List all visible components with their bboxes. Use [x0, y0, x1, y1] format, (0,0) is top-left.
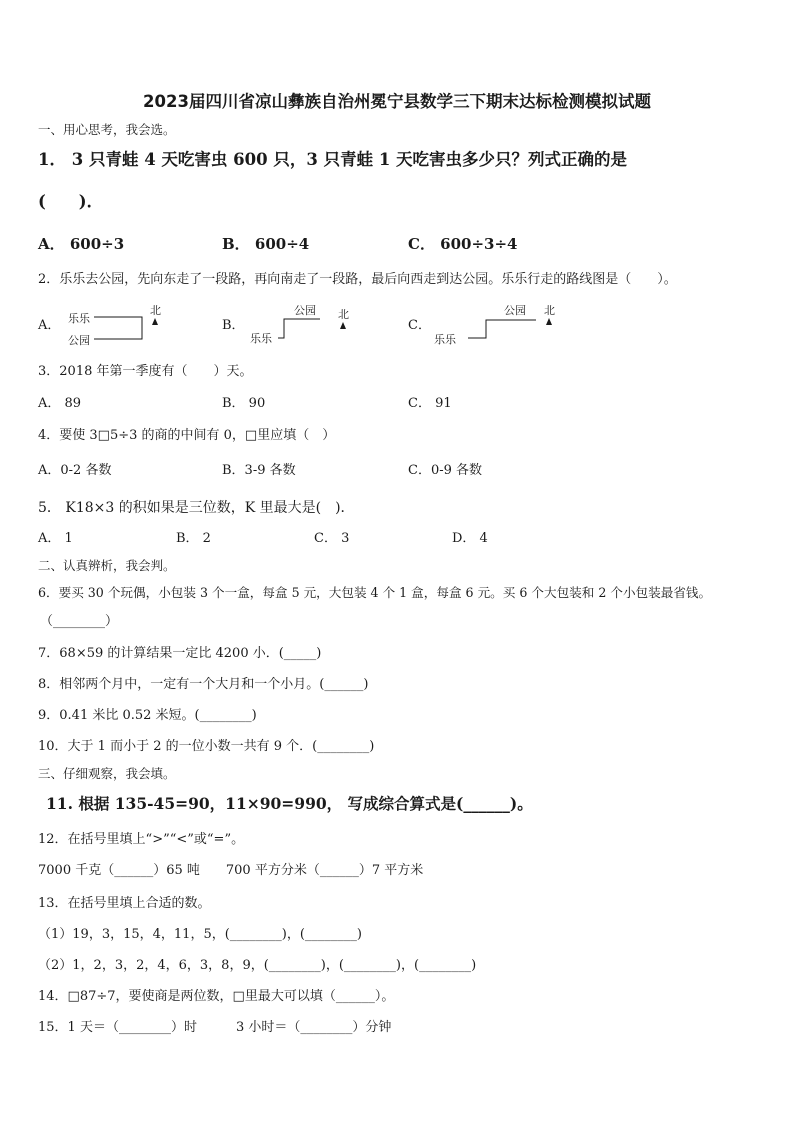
question-7: 7．68×59 的计算结果一定比 4200 小．(_____) — [38, 646, 322, 661]
question-6-answer-blank[interactable]: （________） — [40, 614, 119, 629]
question-3-option-b: B． 90 — [222, 396, 266, 411]
diagram-c-north-label: 北 — [544, 304, 555, 317]
page-title: 2023届四川省凉山彝族自治州冕宁县数学三下期末达标检测模拟试题 — [143, 92, 651, 111]
question-1-paren: ( )． — [38, 192, 104, 211]
question-4-option-b: B．3-9 各数 — [222, 463, 296, 478]
question-1-option-a: A． 600÷3 — [38, 235, 125, 253]
question-4-option-c: C．0-9 各数 — [408, 463, 483, 478]
question-15: 15．1 天＝（________）时 3 小时＝（________）分钟 — [38, 1020, 392, 1035]
north-arrow-icon — [340, 322, 346, 329]
question-3-option-c: C． 91 — [408, 396, 452, 411]
question-2-option-c: C． — [408, 318, 431, 333]
question-2-stem: 2．乐乐去公园，先向东走了一段路，再向南走了一段路，最后向西走到达公园。乐乐行走的路线图是（ ）。 — [38, 272, 677, 287]
question-5-stem: 5． K18×3 的积如果是三位数，K 里最大是( )． — [38, 500, 355, 516]
question-4-stem: 4．要使 3□5÷3 的商的中间有 0，□里应填（ ） — [38, 428, 336, 443]
question-12-stem: 12．在括号里填上“>”“<”或“=”。 — [38, 832, 245, 847]
question-8: 8．相邻两个月中，一定有一个大月和一个小月。(______) — [38, 677, 369, 692]
question-5-option-d: D． 4 — [452, 531, 488, 546]
question-9: 9．0.41 米比 0.52 米短。(________) — [38, 708, 257, 723]
question-1-option-b: B． 600÷4 — [222, 235, 310, 253]
diagram-a-route — [94, 317, 142, 339]
diagram-a-park-label: 公园 — [68, 334, 90, 347]
diagram-a-north-label: 北 — [150, 304, 161, 317]
question-13-part-2: （2）1，2，3，2，4，6，3，8，9，(________)，(________)，(________) — [38, 958, 477, 973]
question-2-option-b: B． — [222, 318, 245, 333]
section-heading-judge: 二、认真辨析，我会判。 — [38, 558, 176, 573]
diagram-c-park-label: 公园 — [504, 304, 526, 317]
route-diagram-a — [66, 300, 176, 348]
diagram-b-north-label: 北 — [338, 308, 349, 321]
question-3-option-a: A． 89 — [38, 396, 82, 411]
question-1-option-c: C． 600÷3÷4 — [408, 235, 518, 253]
route-diagram-c — [432, 298, 562, 348]
question-11: 11. 根据 135-45=90，11×90=990， 写成综合算式是(______)。 — [46, 794, 533, 813]
north-arrow-icon — [546, 318, 552, 325]
question-10: 10．大于 1 而小于 2 的一位小数一共有 9 个．(________) — [38, 739, 375, 754]
diagram-b-route — [278, 319, 320, 338]
question-14: 14．□87÷7，要使商是两位数，□里最大可以填（______）。 — [38, 989, 395, 1004]
question-13-stem: 13．在括号里填上合适的数。 — [38, 896, 211, 911]
question-6-stem: 6．要买 30 个玩偶，小包装 3 个一盒，每盒 5 元，大包装 4 个 1 盒，每盒 6 元。买 6 个大包装和 2 个小包装最省钱。 — [38, 585, 712, 600]
section-heading-fill: 三、仔细观察，我会填。 — [38, 766, 176, 781]
question-2-option-a: A． — [38, 318, 61, 333]
north-arrow-icon — [152, 318, 158, 325]
question-5-option-a: A． 1 — [38, 531, 73, 546]
route-diagram-b — [248, 300, 358, 346]
diagram-b-lele-label: 乐乐 — [250, 332, 272, 345]
diagram-c-lele-label: 乐乐 — [434, 333, 456, 346]
diagram-c-route — [468, 320, 536, 338]
question-4-option-a: A．0-2 各数 — [38, 463, 112, 478]
question-12-items: 7000 千克（______）65 吨 700 平方分米（______）7 平方米 — [38, 863, 424, 878]
question-1-stem: 1． 3 只青蛙 4 天吃害虫 600 只，3 只青蛙 1 天吃害虫多少只？列式正确的是 — [38, 150, 628, 169]
question-5-option-b: B． 2 — [176, 531, 211, 546]
question-3-stem: 3．2018 年第一季度有（ ）天。 — [38, 364, 253, 379]
question-13-part-1: （1）19，3，15，4，11，5，(________)，(________) — [38, 927, 362, 942]
question-5-option-c: C． 3 — [314, 531, 350, 546]
section-heading-choice: 一、用心思考，我会选。 — [38, 122, 176, 137]
diagram-a-lele-label: 乐乐 — [68, 312, 90, 325]
diagram-b-park-label: 公园 — [294, 304, 316, 317]
